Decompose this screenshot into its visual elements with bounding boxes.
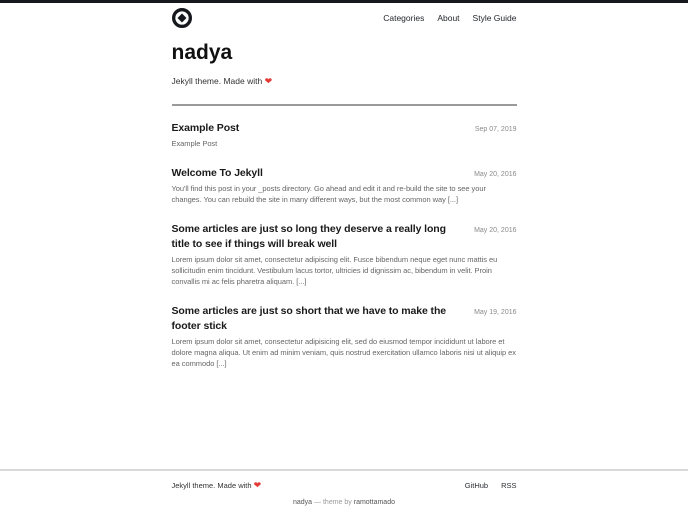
nav-link-style-guide[interactable]: Style Guide [472,13,517,23]
post-title [172,304,465,334]
site-logo-link[interactable] [172,8,192,28]
credit-author-link[interactable]: ramottamado [353,499,395,506]
post-entry [172,222,517,288]
diamond-target-icon [172,8,192,28]
site-header [0,3,688,30]
post-title-link[interactable]: Some articles are just so long they deserve a really long title to see if things will break well [171,222,446,251]
post-excerpt: Lorem ipsum dolor sit amet, consectetur adipiscing elit. Fusce bibendum neque eget nunc mattis eu sollicitudin enim tincidunt. Vestibulum lacus tortor, ultricies id dignissim ac, bibendum in velit. Proin convallis mi ac felis pharetra aliquam. [...] [171,255,498,287]
post-entry [172,304,517,370]
site-title: nadya [171,41,233,64]
site-footer [0,469,688,512]
post-excerpt: Lorem ipsum dolor sit amet, consectetur adipisicing elit, sed do eiusmod tempor incididunt ut labore et dolore magna aliqua. Ut enim ad minim veniam, quis nostrud exercitation ullamco laboris nisi ut aliquip ex ea commodo [...] [171,337,516,369]
post-date: Sep 07, 2019 [474,125,517,133]
main-nav [383,13,516,23]
post-title-link[interactable]: Some articles are just so short that we have to make the footer stick [171,305,446,333]
footer-link-github[interactable]: GitHub [464,481,489,490]
post-excerpt: Example Post [171,139,218,149]
heart-icon: ❤ [253,480,262,490]
post-date: May 20, 2016 [474,226,517,234]
site-tagline [172,76,517,87]
credit-site-link[interactable]: nadya [293,499,313,506]
post-date: May 20, 2016 [474,170,517,178]
header-divider [172,104,517,106]
post-excerpt: You'll find this post in your _posts directory. Go ahead and edit it and re-build the site to see your changes. You can rebuild the site in many different ways, but the most common way [...] [171,184,486,205]
post-title [172,166,465,181]
post-title [172,121,465,136]
credit-separator: — theme by [314,499,352,506]
post-entry [172,166,517,206]
footer-credit [172,499,517,506]
nav-link-about[interactable]: About [437,13,460,23]
post-title [172,222,465,252]
post-date: May 19, 2016 [474,309,517,317]
footer-tagline-text: Jekyll theme. Made with [171,481,252,490]
post-list [172,121,517,370]
post-title-link[interactable]: Welcome To Jekyll [171,166,263,179]
footer-link-rss[interactable]: RSS [501,481,517,490]
heart-icon: ❤ [264,76,273,87]
post-entry [172,121,517,150]
footer-tagline [172,480,262,491]
main-content [0,30,688,469]
tagline-text: Jekyll theme. Made with [171,76,263,87]
footer-links [465,481,517,490]
post-title-link[interactable]: Example Post [171,121,240,134]
nav-link-categories[interactable]: Categories [383,13,425,23]
